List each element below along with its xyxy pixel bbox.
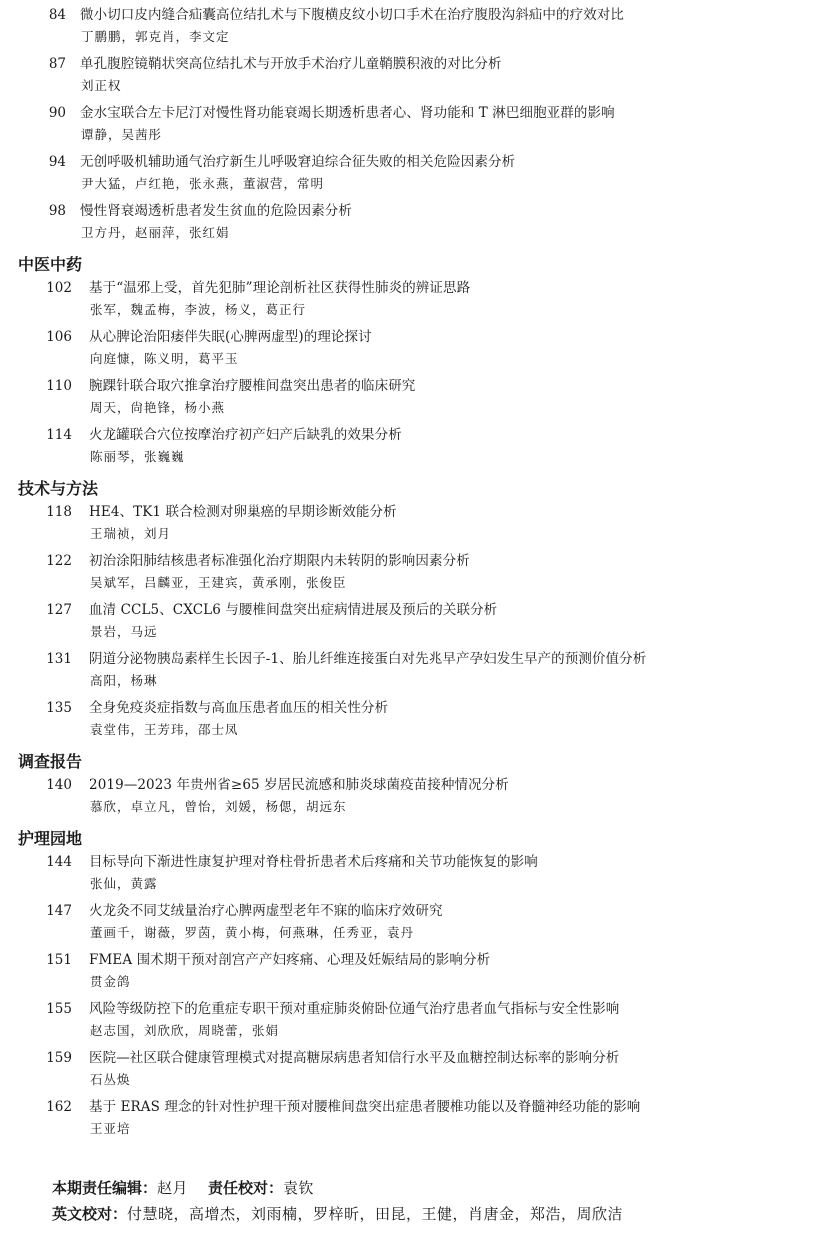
entry-authors: 石丛焕 (90, 1072, 131, 1087)
entry-title: 医院—社区联合健康管理模式对提高糖尿病患者知信行水平及血糖控制达标率的影响分析 (89, 1050, 620, 1066)
entry-authors: 袁堂伟，王芳玮，邵士凤 (90, 722, 239, 737)
entry-authors: 张仙，黄露 (90, 876, 158, 891)
entry-page-number: 118 (46, 504, 72, 520)
entry-page-number: 87 (48, 56, 66, 72)
entry-page-number: 102 (46, 280, 72, 296)
entry-title: 基于“温邪上受，首先犯肺”理论剖析社区获得性肺炎的辨证思路 (89, 280, 471, 296)
entry-authors: 王亚培 (90, 1121, 131, 1136)
entry-page-number: 135 (46, 700, 72, 716)
entry-page-number: 114 (46, 427, 72, 443)
entry-page-number: 159 (46, 1050, 72, 1066)
entry-page-number: 155 (46, 1001, 72, 1017)
entry-title: 单孔腹腔镜鞘状突高位结扎术与开放手术治疗儿童鞘膜积液的对比分析 (80, 56, 502, 72)
entry-title: 无创呼吸机辅助通气治疗新生儿呼吸窘迫综合征失败的相关危险因素分析 (80, 154, 516, 170)
entry-authors: 董画千，谢薇，罗茵，黄小梅，何燕琳，任秀亚，袁丹 (90, 925, 415, 940)
entry-authors: 陈丽琴，张巍巍 (90, 449, 185, 464)
proof-label: 责任校对： (208, 1179, 284, 1197)
entry-title: 2019—2023 年贵州省≥65 岁居民流感和肺炎球菌疫苗接种情况分析 (89, 777, 509, 793)
entry-authors: 向庭慷，陈义明，葛平玉 (90, 351, 239, 366)
section-heading: 护理园地 (18, 829, 83, 848)
entry-authors: 吴斌军，吕麟亚，王建宾，黄承刚，张俊臣 (90, 575, 347, 590)
section-heading: 调查报告 (18, 752, 83, 771)
editor-label: 本期责任编辑： (52, 1179, 158, 1197)
entry-title: 全身免疫炎症指数与高血压患者血压的相关性分析 (89, 700, 389, 716)
entry-page-number: 94 (48, 154, 66, 170)
entry-title: 火龙罐联合穴位按摩治疗初产妇产后缺乳的效果分析 (89, 427, 402, 443)
entry-authors: 景岩，马远 (90, 624, 158, 639)
entry-title: 阴道分泌物胰岛素样生长因子-1、胎儿纤维连接蛋白对先兆早产孕妇发生早产的预测价值分析 (89, 651, 647, 667)
english-proof-label: 英文校对： (52, 1205, 128, 1223)
entry-page-number: 122 (46, 553, 72, 569)
entry-authors: 丁鹏鹏，郭克肖，李文定 (81, 29, 230, 44)
entry-authors: 王瑞祯，刘月 (90, 526, 172, 541)
section-heading: 技术与方法 (18, 479, 99, 498)
entry-page-number: 90 (48, 105, 66, 121)
entry-page-number: 162 (46, 1099, 72, 1115)
entry-title: 目标导向下渐进性康复护理对脊柱骨折患者术后疼痛和关节功能恢复的影响 (89, 854, 538, 870)
entry-title: 火龙灸不同艾绒量治疗心脾两虚型老年不寐的临床疗效研究 (89, 903, 443, 919)
entry-authors: 尹大猛，卢红艳，张永燕，董淑营，常明 (81, 176, 325, 191)
entry-authors: 刘正权 (81, 78, 122, 93)
entry-title: FMEA 围术期干预对剖宫产产妇疼痛、心理及妊娠结局的影响分析 (89, 952, 491, 968)
entry-authors: 张军，魏孟梅，李波，杨义，葛正行 (90, 302, 307, 317)
entry-page-number: 106 (46, 329, 72, 345)
entry-title: 慢性肾衰竭透析患者发生贫血的危险因素分析 (80, 203, 352, 219)
proof-name: 袁钦 (283, 1179, 315, 1197)
entry-page-number: 144 (46, 854, 72, 870)
entry-title: 金水宝联合左卡尼汀对慢性肾功能衰竭长期透析患者心、肾功能和 T 淋巴细胞亚群的影响 (80, 105, 615, 121)
editor-credits (52, 1178, 314, 1198)
entry-page-number: 147 (46, 903, 72, 919)
entry-title: HE4、TK1 联合检测对卵巢癌的早期诊断效能分析 (89, 504, 397, 520)
entry-title: 血清 CCL5、CXCL6 与腰椎间盘突出症病情进展及预后的关联分析 (89, 602, 498, 618)
entry-title: 微小切口皮内缝合疝囊高位结扎术与下腹横皮纹小切口手术在治疗腹股沟斜疝中的疗效对比 (80, 7, 624, 23)
section-heading: 中医中药 (18, 255, 83, 274)
entry-title: 基于 ERAS 理念的针对性护理干预对腰椎间盘突出症患者腰椎功能以及脊髓神经功能的影响 (89, 1099, 641, 1115)
entry-page-number: 84 (48, 7, 66, 23)
entry-authors: 赵志国，刘欣欣，周晓蕾，张娟 (90, 1023, 280, 1038)
entry-page-number: 131 (46, 651, 72, 667)
entry-authors: 谭静，吴茜彤 (81, 127, 163, 142)
english-proof-credits (52, 1204, 623, 1224)
entry-title: 腕踝针联合取穴推拿治疗腰椎间盘突出患者的临床研究 (89, 378, 416, 394)
entry-authors: 周天，尙艳锋，杨小燕 (90, 400, 226, 415)
entry-page-number: 127 (46, 602, 72, 618)
entry-page-number: 140 (46, 777, 72, 793)
entry-authors: 卫方丹，赵丽萍，张红娟 (81, 225, 230, 240)
entry-title: 初治涂阳肺结核患者标准强化治疗期限内未转阴的影响因素分析 (89, 553, 470, 569)
entry-page-number: 151 (46, 952, 72, 968)
english-proof-names: 付慧晓，高增杰，刘雨楠，罗梓昕，田昆，王健，肖唐金，郑浩，周欣洁 (127, 1205, 624, 1223)
entry-authors: 高阳，杨琳 (90, 673, 158, 688)
entry-title: 风险等级防控下的危重症专职干预对重症肺炎俯卧位通气治疗患者血气指标与安全性影响 (89, 1001, 620, 1017)
entry-page-number: 98 (48, 203, 66, 219)
entry-authors: 贯金鸽 (90, 974, 131, 989)
editor-name: 赵月 (157, 1179, 189, 1197)
entry-page-number: 110 (46, 378, 72, 394)
entry-title: 从心脾论治阳痿伴失眠(心脾两虚型)的理论探讨 (89, 329, 372, 345)
entry-authors: 慕欣，卓立凡，曾怡，刘媛，杨偲，胡远东 (90, 799, 347, 814)
